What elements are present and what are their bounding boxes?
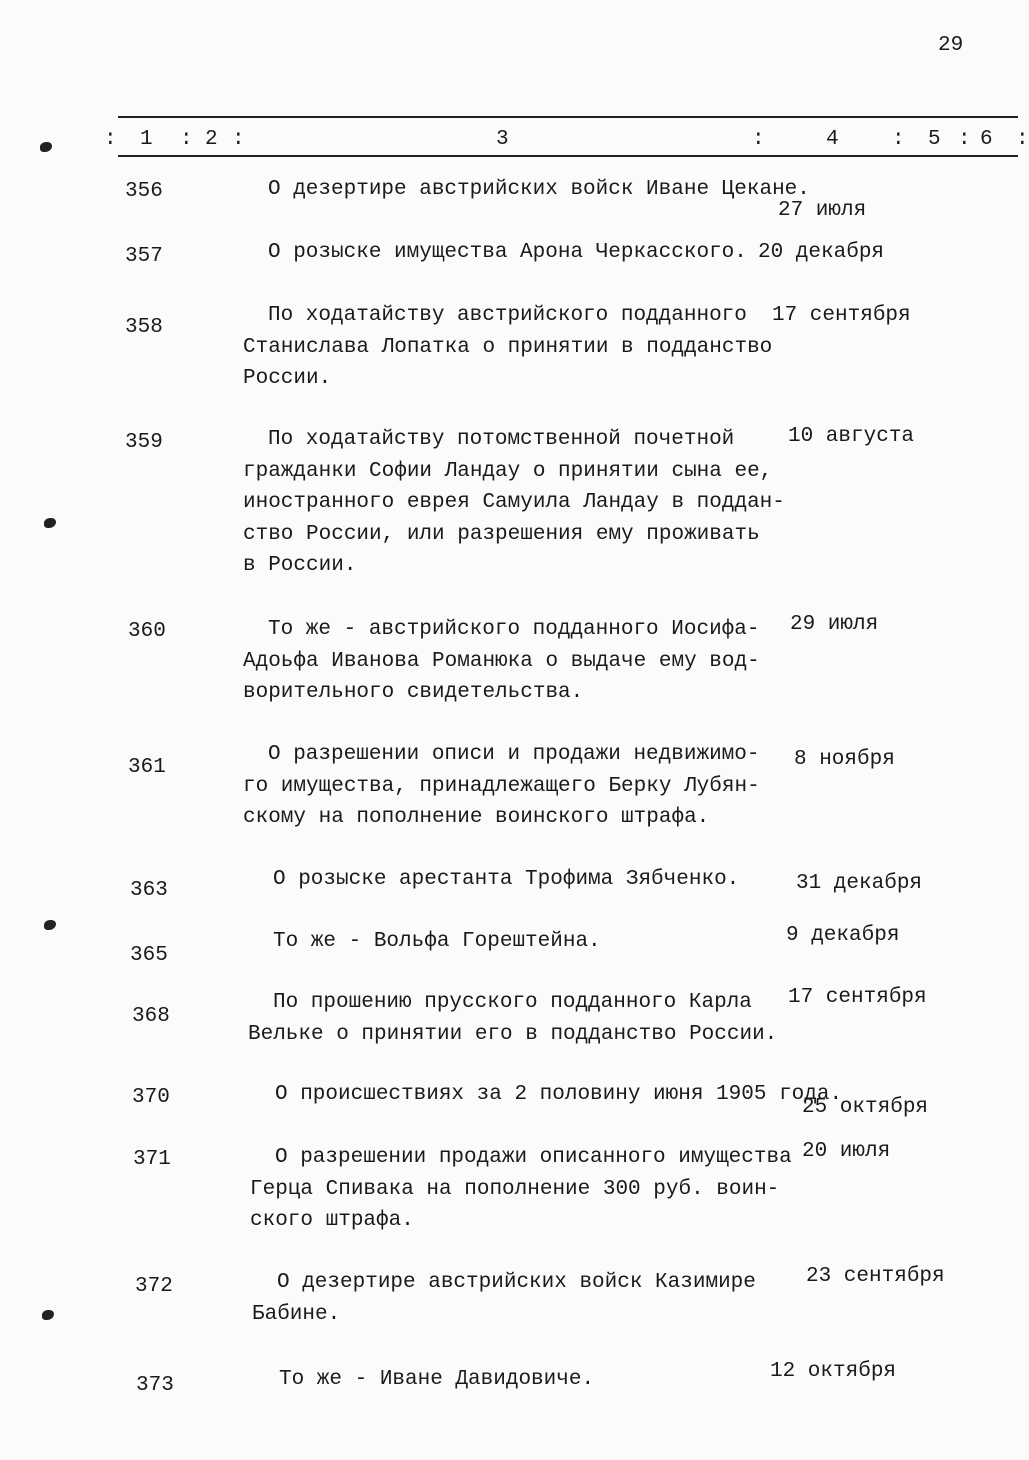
column-separator: :	[104, 128, 117, 151]
entry-number: 363	[130, 879, 168, 902]
entry-text-line: России.	[243, 367, 332, 390]
entry-number: 358	[125, 316, 163, 339]
entry-text-line: По прошению прусского подданного Карла	[273, 991, 752, 1014]
entry-number: 370	[132, 1086, 170, 1109]
entry-text-line: гражданки Софии Ландау о принятии сына ее,	[243, 459, 773, 483]
entry-text-line: го имущества, принадлежащего Берку Лубян-	[243, 774, 760, 798]
entry-text-line: О розыске имущества Арона Черкасского.	[268, 241, 747, 264]
hole-punch-mark	[44, 920, 56, 930]
page-number: 29	[938, 34, 964, 57]
entry-number: 372	[135, 1275, 173, 1298]
column-header-4: 4	[826, 128, 839, 151]
entry-date: 20 июля	[802, 1140, 891, 1163]
entry-text-line: То же - австрийского подданного Иосифа-	[268, 618, 760, 641]
entry-date: 17 сентября	[772, 304, 911, 327]
entry-date: 23 сентября	[806, 1265, 945, 1288]
entry-number: 371	[133, 1148, 171, 1171]
entry-number: 365	[130, 944, 168, 967]
entry-date: 27 июля	[778, 199, 867, 222]
entry-text-line: ство России, или разрешения ему проживать	[243, 522, 760, 546]
hole-punch-mark	[44, 518, 56, 528]
entry-text-line: О разрешении описи и продажи недвижимо-	[268, 743, 760, 766]
entry-date: 17 сентября	[788, 986, 927, 1009]
hole-punch-mark	[40, 142, 52, 152]
column-separator: :	[752, 128, 765, 151]
entry-date: 20 декабря	[758, 241, 885, 264]
entry-text-line: О дезертире австрийских войск Казимире	[277, 1271, 756, 1294]
entry-text-line: Бабине.	[252, 1302, 341, 1326]
entry-number: 357	[125, 245, 163, 268]
entry-number: 359	[125, 431, 163, 454]
entry-text-line: иностранного еврея Самуила Ландау в поддан-	[243, 491, 785, 514]
entry-text-line: То же - Иване Давидовиче.	[279, 1368, 595, 1391]
column-separator: :	[892, 128, 905, 151]
column-separator: :	[1016, 128, 1029, 151]
entry-text-line: О дезертире австрийских войск Иване Цекане.	[268, 178, 810, 201]
column-header-3: 3	[496, 128, 509, 151]
column-header-5: 5	[928, 128, 941, 151]
entry-text-line: Герца Спивака на пополнение 300 руб. воин-	[250, 1177, 780, 1201]
entry-number: 356	[125, 180, 163, 203]
entry-date: 31 декабря	[796, 872, 923, 895]
entry-text-line: По ходатайству австрийского подданного	[268, 304, 747, 327]
entry-text-line: О происшествиях за 2 половину июня 1905 года.	[275, 1083, 843, 1106]
column-separator: :	[180, 128, 193, 151]
column-separator: :	[232, 128, 245, 151]
column-header-2: 2	[205, 128, 218, 151]
entry-date: 12 октября	[770, 1360, 897, 1383]
entry-text-line: Вельке о принятии его в подданство России.	[248, 1022, 778, 1046]
header-bottom-rule	[118, 155, 1018, 157]
entry-number: 373	[136, 1374, 174, 1397]
entry-text-line: в России.	[243, 554, 357, 577]
entry-text-line: Станислава Лопатка о принятии в подданство	[243, 335, 773, 359]
entry-text-line: То же - Вольфа Горештейна.	[273, 930, 601, 953]
entry-number: 360	[128, 620, 166, 643]
entry-text-line: скому на пополнение воинского штрафа.	[243, 806, 710, 829]
column-separator: :	[958, 128, 971, 151]
entry-text-line: ского штрафа.	[250, 1209, 414, 1232]
entry-text-line: По ходатайству потомственной почетной	[268, 428, 735, 451]
entry-date: 29 июля	[790, 613, 879, 636]
entry-date: 9 декабря	[786, 924, 900, 947]
column-header-6: 6	[980, 128, 993, 151]
entry-text-line: ворительного свидетельства.	[243, 681, 584, 704]
entry-date: 25 октября	[802, 1096, 929, 1119]
entry-date: 8 ноября	[794, 748, 895, 771]
entry-text-line: О разрешении продажи описанного имущества	[275, 1146, 792, 1169]
entry-number: 368	[132, 1005, 170, 1028]
entry-text-line: О розыске арестанта Трофима Зябченко.	[273, 868, 740, 891]
hole-punch-mark	[42, 1310, 54, 1320]
entry-text-line: Адоьфа Иванова Романюка о выдаче ему вод-	[243, 649, 760, 673]
column-header-1: 1	[140, 128, 153, 151]
entry-date: 10 августа	[788, 425, 915, 448]
entry-number: 361	[128, 756, 166, 779]
header-top-rule	[118, 116, 1018, 118]
